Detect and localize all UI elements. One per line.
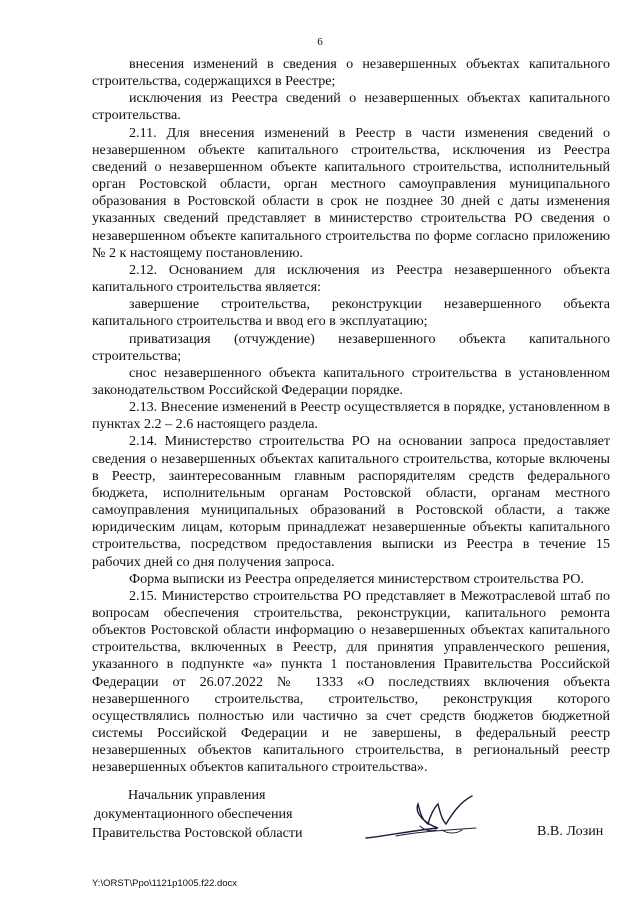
paragraph: снос незавершенного объекта капитального строительства в установленном законодательством Российской Федерации порядке. — [92, 364, 610, 398]
signer-name: В.В. Лозин — [537, 823, 604, 839]
paragraph: приватизация (отчуждение) незавершенного объекта капитального строительства; — [92, 330, 610, 364]
paragraph: Форма выписки из Реестра определяется министерством строительства РО. — [129, 570, 584, 587]
position-line-2: документационного обеспечения — [94, 806, 293, 822]
position-line-3: Правительства Ростовской области — [92, 825, 303, 841]
position-line-1: Начальник управления — [128, 787, 266, 803]
paragraph: исключения из Реестра сведений о незавершенных объектах капитального строительства. — [92, 90, 610, 124]
paragraph: завершение строительства, реконструкции незавершенного объекта капитального строительства и ввод его в эксплуатацию; — [92, 296, 610, 330]
handwritten-signature — [356, 790, 496, 850]
signature-position — [92, 786, 303, 843]
paragraph: 2.15. Министерство строительства РО представляет в Межотраслевой штаб по вопросам обеспечения строительства, реконструкции, капитального ремонта объектов Ростовской области информацию о незавершенных объектах капитального строительства, включенных в Реестр, для принятия управленческого решения, указанного в подпункте «а» пункта 1 постановления Правительства Российской Федерации от 26.07.2022 № 1333 «О последствиях включения объекта незавершенного строительства, строительство, реконструкция которого осуществлялись полностью или частично за счет средств бюджетов бюджетной системы Российской Федерации и не завершены, в федеральный реестр незавершенных объектов капитального строительства, в региональный реестр незавершенных объектов капитального строительства». — [92, 587, 610, 776]
paragraph: 2.11. Для внесения изменений в Реестр в части изменения сведений о незавершенном объекте капитального строительства, исключения из Реестра сведений о незавершенном объекте капитального строительства, исполнительный орган Ростовской области, орган местного самоуправления муниципального образования в Ростовской области в срок не позднее 30 дней с даты изменения указанных сведений представляет в министерство строительства РО сведения о незавершенном объекте капитального строительства по форме согласно приложению № 2 к настоящему постановлению. — [92, 124, 610, 261]
page-number: 6 — [317, 36, 323, 48]
file-path: Y:\ORST\Ppo\1121p1005.f22.docx — [92, 878, 238, 889]
document-body — [92, 56, 610, 777]
paragraph: 2.14. Министерство строительства РО на основании запроса предоставляет сведения о незавершенных объектах капитального строительства, которые включены в Реестр, заинтересованным главным распорядителям средств федерального бюджета, исполнительным органам Ростовской области, органам местного самоуправления муниципальных образований в Ростовской области, а также юридическим лицам, которым принадлежат незавершенные объекты капитального строительства, посредством предоставления выписки из Реестра в течение 15 рабочих дней со дня получения запроса. — [92, 433, 610, 570]
paragraph: 2.12. Основанием для исключения из Реестра незавершенного объекта капитального строительства является: — [92, 261, 610, 296]
paragraph: 2.13. Внесение изменений в Реестр осуществляется в порядке, установленном в пунктах 2.2 – 2.6 настоящего раздела. — [92, 399, 610, 433]
paragraph: внесения изменений в сведения о незавершенных объектах капитального строительства, содержащихся в Реестре; — [92, 56, 610, 90]
